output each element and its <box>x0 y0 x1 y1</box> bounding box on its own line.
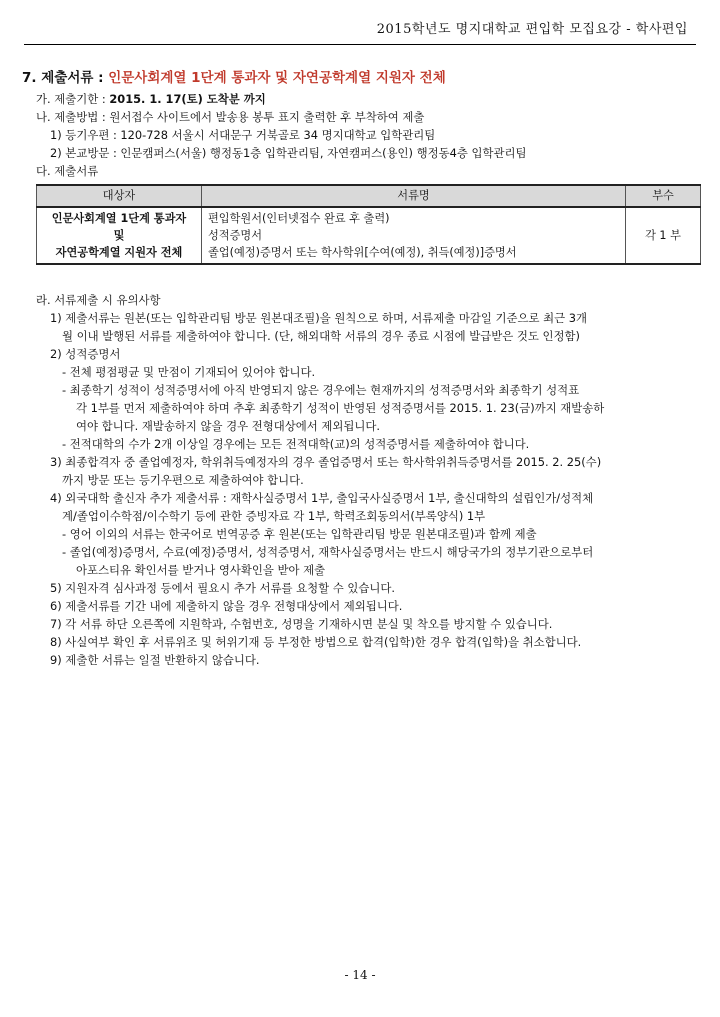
target-cell <box>37 207 202 264</box>
note-item: 7) 각 서류 하단 오른쪽에 지원학과, 수험번호, 성명을 기재하시면 분실 및 착오를 방지할 수 있습니다. <box>50 617 553 631</box>
copies-cell: 각 1 부 <box>626 207 701 264</box>
method-line: 나. 제출방법 : 원서접수 사이트에서 발송용 봉투 표지 출력한 후 부착하여 제출 <box>36 110 425 124</box>
documents-heading: 다. 제출서류 <box>36 164 99 178</box>
document-item: 성적증명서 <box>208 229 263 242</box>
running-header: 2015학년도 명지대학교 편입학 모집요강 - 학사편입 <box>376 22 688 37</box>
note-item: 3) 최종합격자 중 졸업예정자, 학위취득예정자의 경우 졸업증명서 또는 학사학위취득증명서를 2015. 2. 25(수) <box>50 455 602 469</box>
note-subitem: - 졸업(예정)증명서, 수료(예정)증명서, 성적증명서, 재학사실증명서는 반드시 해당국가의 정부기관으로부터 <box>62 545 594 559</box>
page-number: - 14 - <box>344 968 376 982</box>
notes-heading: 라. 서류제출 시 유의사항 <box>36 293 161 307</box>
note-item-cont: 월 이내 발행된 서류를 제출하여야 합니다. (단, 해외대학 서류의 경우 종료 시점에 발급받은 것도 인정함) <box>62 329 580 343</box>
target-line: 인문사회계열 1단계 통과자 <box>51 212 187 225</box>
note-subitem: - 전체 평점평균 및 만점이 기재되어 있어야 합니다. <box>62 365 316 379</box>
note-item: 6) 제출서류를 기간 내에 제출하지 않을 경우 전형대상에서 제외됩니다. <box>50 599 403 613</box>
note-item: 1) 제출서류는 원본(또는 입학관리팀 방문 원본대조필)을 원칙으로 하며, 서류제출 마감일 기준으로 최근 3개 <box>50 311 588 325</box>
col-header-target: 대상자 <box>37 185 202 207</box>
section-number: 7. <box>22 70 37 86</box>
note-item: 9) 제출한 서류는 일절 반환하지 않습니다. <box>50 653 260 667</box>
deadline-value: 2015. 1. 17(토) 도착분 까지 <box>109 92 266 106</box>
header-divider <box>24 44 696 45</box>
note-item: 4) 외국대학 출신자 추가 제출서류 : 재학사실증명서 1부, 출입국사실증명서 1부, 출신대학의 설립인가/성적체 <box>50 491 594 505</box>
method-item-visit: 2) 본교방문 : 인문캠퍼스(서울) 행정동1층 입학관리팀, 자연캠퍼스(용인) 행정동4층 입학관리팀 <box>50 146 527 160</box>
note-subitem-cont: 아포스티유 확인서를 받거나 영사확인을 받아 제출 <box>76 563 326 577</box>
section-title <box>22 68 696 88</box>
note-item: 2) 성적증명서 <box>50 347 121 361</box>
note-subitem: - 영어 이외의 서류는 한국어로 번역공증 후 원본(또는 입학관리팀 방문 원본대조필)과 함께 제출 <box>62 527 537 541</box>
note-item-cont: 계/졸업이수학점/이수학기 등에 관한 증빙자료 각 1부, 학력조회동의서(부록양식) 1부 <box>62 509 486 523</box>
note-subitem-cont: 여야 합니다. 재발송하지 않을 경우 전형대상에서 제외됩니다. <box>76 419 381 433</box>
section-title-main: 제출서류 : <box>41 70 104 86</box>
note-subitem: - 최종학기 성적이 성적증명서에 아직 반영되지 않은 경우에는 현재까지의 성적증명서와 최종학기 성적표 <box>62 383 580 397</box>
col-header-documents: 서류명 <box>202 185 626 207</box>
target-line: 및 <box>113 229 125 242</box>
table-row <box>37 207 701 264</box>
target-line: 자연공학계열 지원자 전체 <box>55 246 183 259</box>
note-item: 8) 사실여부 확인 후 서류위조 및 허위기재 등 부정한 방법으로 합격(입학)한 경우 합격(입학)을 취소합니다. <box>50 635 582 649</box>
note-subitem: - 전적대학의 수가 2개 이상일 경우에는 모든 전적대학(교)의 성적증명서를 제출하여야 합니다. <box>62 437 530 451</box>
documents-cell <box>202 207 626 264</box>
note-item: 5) 지원자격 심사과정 등에서 필요시 추가 서류를 요청할 수 있습니다. <box>50 581 395 595</box>
deadline-label: 가. 제출기한 : <box>36 92 106 106</box>
document-item: 졸업(예정)증명서 또는 학사학위[수여(예정), 취득(예정)]증명서 <box>208 246 517 259</box>
document-body <box>22 68 696 669</box>
col-header-copies: 부수 <box>626 185 701 207</box>
documents-table <box>36 184 701 265</box>
note-item-cont: 까지 방문 또는 등기우편으로 제출하여야 합니다. <box>62 473 304 487</box>
deadline-line <box>22 90 696 108</box>
document-item: 편입학원서(인터넷접수 완료 후 출력) <box>208 212 390 225</box>
note-subitem-cont: 각 1부를 먼저 제출하여야 하며 추후 최종학기 성적이 반영된 성적증명서를 2015. 1. 23(금)까지 재발송하 <box>76 401 605 415</box>
section-title-accent: 인문사회계열 1단계 통과자 및 자연공학계열 지원자 전체 <box>108 70 446 86</box>
table-header-row <box>37 185 701 207</box>
method-item-mail: 1) 등기우편 : 120-728 서울시 서대문구 거북골로 34 명지대학교 입학관리팀 <box>50 128 436 142</box>
